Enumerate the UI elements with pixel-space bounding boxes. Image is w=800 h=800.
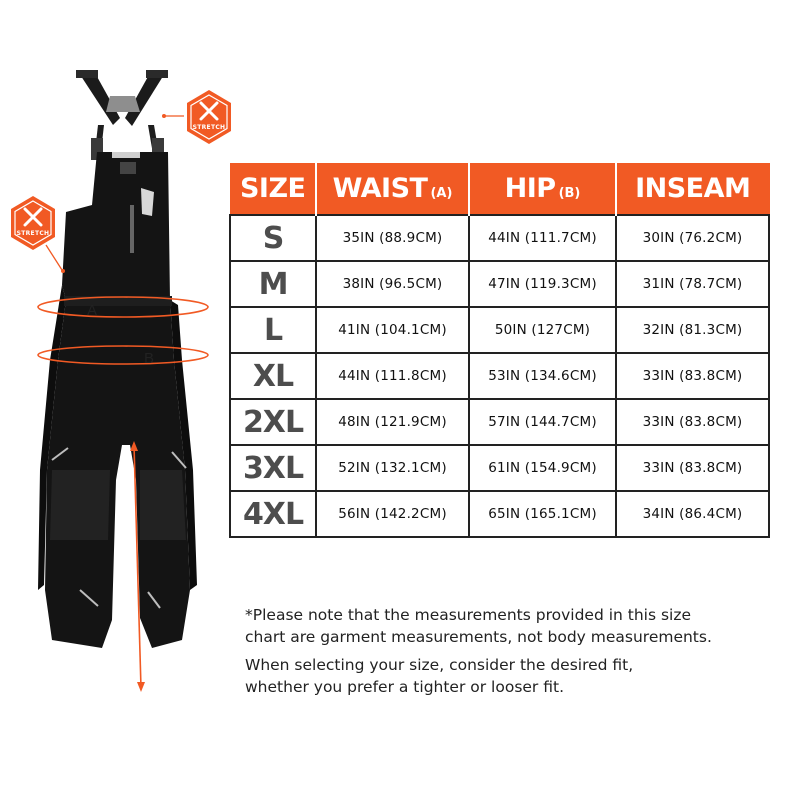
stretch-badge-shoulder [184, 89, 234, 145]
waist-cell: 41IN (104.1CM) [316, 307, 469, 353]
inseam-cell: 33IN (83.8CM) [616, 399, 769, 445]
inseam-cell: 33IN (83.8CM) [616, 445, 769, 491]
waist-marker-a: A [87, 302, 98, 319]
stretch-icon [184, 89, 234, 145]
note-line: whether you prefer a tighter or looser fit. [245, 678, 564, 696]
table-row [230, 491, 769, 537]
stretch-badge-side [8, 195, 58, 251]
size-chart-table [229, 163, 770, 538]
table-row [230, 261, 769, 307]
header-row [230, 163, 769, 215]
stretch-icon [8, 195, 58, 251]
hip-cell: 44IN (111.7CM) [469, 215, 616, 261]
hip-marker-b: B [144, 350, 155, 367]
inseam-cell: 30IN (76.2CM) [616, 215, 769, 261]
hip-cell: 61IN (154.9CM) [469, 445, 616, 491]
hip-cell: 65IN (165.1CM) [469, 491, 616, 537]
size-cell: 2XL [230, 399, 316, 445]
inseam-cell: 34IN (86.4CM) [616, 491, 769, 537]
header-label: WAIST [332, 173, 428, 204]
waist-cell: 44IN (111.8CM) [316, 353, 469, 399]
header-label: HIP [504, 173, 556, 204]
waist-cell: 48IN (121.9CM) [316, 399, 469, 445]
note-line: *Please note that the measurements provided in this size [245, 606, 692, 624]
measurement-note [245, 604, 785, 648]
inseam-cell: 33IN (83.8CM) [616, 353, 769, 399]
size-cell: S [230, 215, 316, 261]
hip-cell: 53IN (134.6CM) [469, 353, 616, 399]
header-size [230, 163, 316, 215]
inseam-cell: 32IN (81.3CM) [616, 307, 769, 353]
chest-zipper [130, 205, 134, 253]
header-sub-label: (A) [430, 186, 453, 201]
waist-cell: 35IN (88.9CM) [316, 215, 469, 261]
table-row [230, 353, 769, 399]
hip-cell: 50IN (127CM) [469, 307, 616, 353]
table-row [230, 445, 769, 491]
size-cell: 3XL [230, 445, 316, 491]
table-row [230, 215, 769, 261]
size-cell: XL [230, 353, 316, 399]
waist-cell: 56IN (142.2CM) [316, 491, 469, 537]
bib [62, 152, 170, 300]
table-row [230, 399, 769, 445]
fit-note [245, 654, 785, 698]
brand-label [112, 152, 140, 158]
hip-cell: 57IN (144.7CM) [469, 399, 616, 445]
header-label: INSEAM [635, 173, 751, 204]
note-line: chart are garment measurements, not body measurements. [245, 628, 712, 646]
strap-cross [106, 96, 140, 112]
inseam-cell: 31IN (78.7CM) [616, 261, 769, 307]
header-inseam [616, 163, 769, 215]
header-label: SIZE [239, 173, 306, 204]
stretch-label: STRETCH [192, 124, 226, 131]
size-cell: L [230, 307, 316, 353]
note-line: When selecting your size, consider the desired fit, [245, 656, 634, 674]
header-sub-label: (B) [558, 186, 581, 201]
chest-patch [141, 188, 154, 216]
header-waist [316, 163, 469, 215]
hip-cell: 47IN (119.3CM) [469, 261, 616, 307]
header-hip [469, 163, 616, 215]
waist-cell: 52IN (132.1CM) [316, 445, 469, 491]
size-cell: M [230, 261, 316, 307]
size-cell: 4XL [230, 491, 316, 537]
waist-cell: 38IN (96.5CM) [316, 261, 469, 307]
table-row [230, 307, 769, 353]
stretch-label: STRETCH [16, 230, 50, 237]
